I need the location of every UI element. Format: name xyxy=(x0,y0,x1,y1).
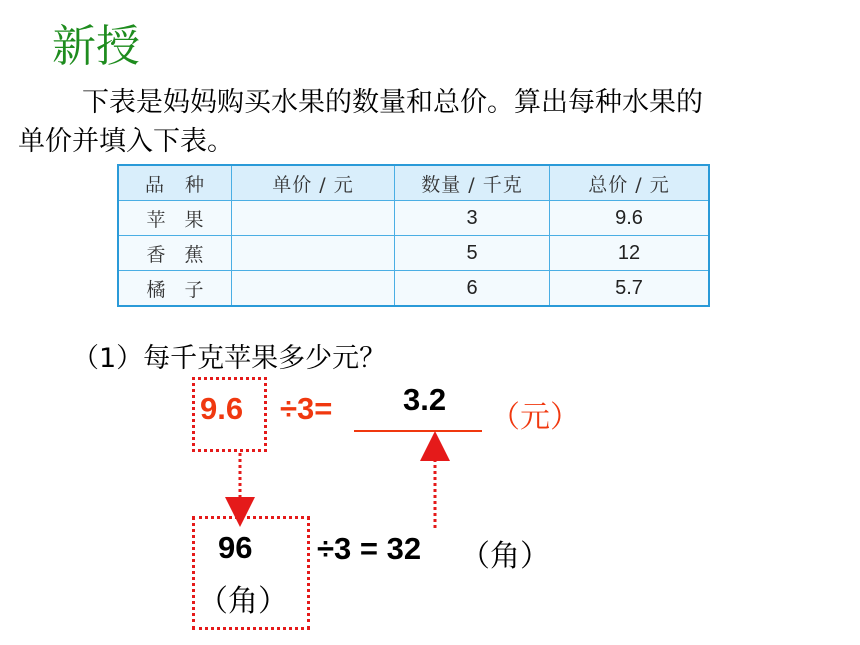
quantity-cell: 6 xyxy=(395,271,550,307)
quantity-cell: 5 xyxy=(395,236,550,271)
step2-unit: （角） xyxy=(460,539,550,574)
total-cell: 9.6 xyxy=(550,201,710,236)
fruit-name: 苹 果 xyxy=(118,201,232,236)
quantity-cell: 3 xyxy=(395,201,550,236)
total-cell: 5.7 xyxy=(550,271,710,307)
header-unit-price: 单价 / 元 xyxy=(232,165,395,201)
header-quantity: 数量 / 千克 xyxy=(395,165,550,201)
step2-expression: ÷3 = 32 xyxy=(317,531,422,566)
step2-dividend: 96 xyxy=(218,530,253,565)
section-title: 新授 xyxy=(52,21,140,72)
intro-text-line-2: 单价并填入下表。 xyxy=(18,126,234,157)
header-fruit: 品 种 xyxy=(118,165,232,201)
step1-operator: ÷3= xyxy=(280,391,333,426)
fruit-name: 香 蕉 xyxy=(118,236,232,271)
total-cell: 12 xyxy=(550,236,710,271)
step1-unit: （元） xyxy=(490,400,580,435)
header-total: 总价 / 元 xyxy=(550,165,710,201)
fruit-name: 橘 子 xyxy=(118,271,232,307)
intro-text-line-1: 下表是妈妈购买水果的数量和总价。算出每种水果的 xyxy=(82,87,703,118)
step1-answer: 3.2 xyxy=(403,382,447,417)
step1-dividend: 9.6 xyxy=(200,391,244,426)
step2-dividend-unit: （角） xyxy=(198,584,288,619)
question-1: （1）每千克苹果多少元？ xyxy=(72,343,387,374)
